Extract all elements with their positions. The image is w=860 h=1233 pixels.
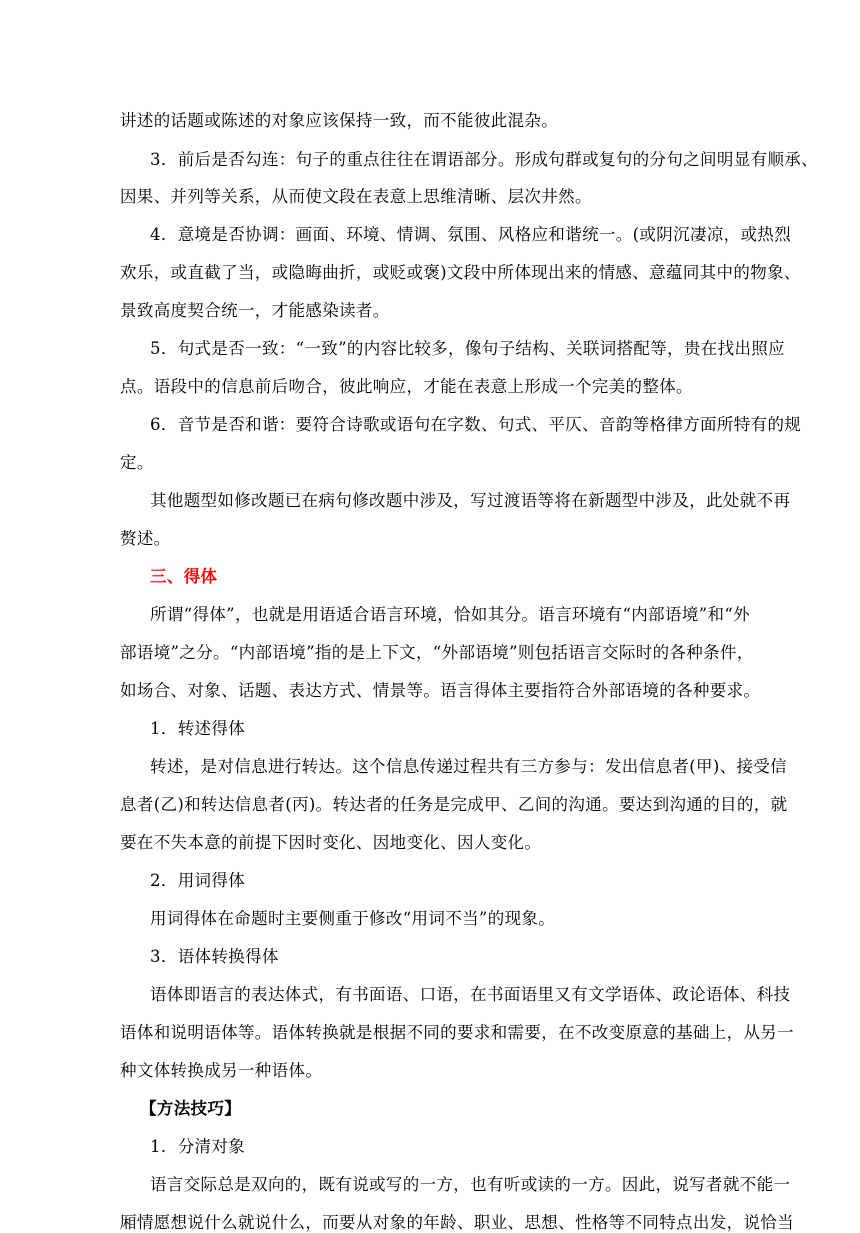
text-line: 用词得体在命题时主要侧重于修改“用词不当”的现象。 [150, 909, 556, 928]
text-line: 5．句式是否一致：“一致”的内容比较多，像句子结构、关联词搭配等，贵在找出照应 [150, 339, 786, 358]
text-line: 语体和说明语体等。语体转换就是根据不同的要求和需要，在不改变原意的基础上，从另一 [120, 1023, 794, 1042]
text-line: 欢乐，或直截了当，或隐晦曲折，或贬或褒)文段中所体现出来的情感、意蕴同其中的物象、 [120, 263, 801, 282]
text-line: 赘述。 [120, 529, 171, 548]
subheading: 2．用词得体 [150, 871, 246, 890]
section-heading: 三、得体 [150, 567, 218, 586]
text-line: 语体即语言的表达体式，有书面语、口语，在书面语里又有文学语体、政论语体、科技 [150, 985, 791, 1004]
text-line: 种文体转换成另一种语体。 [120, 1061, 323, 1080]
section-heading-methods: 【方法技巧】 [140, 1099, 242, 1118]
text-line: 要在不失本意的前提下因时变化、因地变化、因人变化。 [120, 833, 542, 852]
text-line: 转述，是对信息进行转达。这个信息传递过程共有三方参与：发出信息者(甲)、接受信 [150, 757, 788, 776]
text-line: 语言交际总是双向的，既有说或写的一方，也有听或读的一方。因此，说写者就不能一 [150, 1175, 791, 1194]
text-line: 如场合、对象、话题、表达方式、情景等。语言得体主要指符合外部语境的各种要求。 [120, 681, 761, 700]
text-line: 点。语段中的信息前后吻合，彼此响应，才能在表意上形成一个完美的整体。 [120, 377, 693, 396]
text-line: 厢情愿想说什么就说什么，而要从对象的年龄、职业、思想、性格等不同特点出发，说恰当 [120, 1213, 794, 1232]
text-line: 部语境”之分。“内部语境”指的是上下文，“外部语境”则包括语言交际时的各种条件， [120, 643, 754, 662]
text-line: 4．意境是否协调：画面、环境、情调、氛围、风格应和谐统一。(或阴沉凄凉，或热烈 [150, 225, 792, 244]
text-line: 景致高度契合统一，才能感染读者。 [120, 301, 390, 320]
text-line: 讲述的话题或陈述的对象应该保持一致，而不能彼此混杂。 [120, 111, 559, 130]
text-line: 定。 [120, 453, 154, 472]
subheading: 1．分清对象 [150, 1137, 246, 1156]
text-line: 3．前后是否勾连：句子的重点往往在谓语部分。形成句群或复句的分句之间明显有顺承、 [150, 150, 818, 169]
text-line: 其他题型如修改题已在病句修改题中涉及，写过渡语等将在新题型中涉及，此处就不再 [150, 491, 791, 510]
subheading: 3．语体转换得体 [150, 947, 279, 966]
text-line: 因果、并列等关系，从而使文段在表意上思维清晰、层次井然。 [120, 187, 592, 206]
text-line: 6．音节是否和谐：要符合诗歌或语句在字数、句式、平仄、音韵等格律方面所特有的规 [150, 415, 802, 434]
subheading: 1．转述得体 [150, 719, 246, 738]
text-line: 所谓“得体”，也就是用语适合语言环境，恰如其分。语言环境有“内部语境”和“外 [150, 605, 750, 624]
text-line: 息者(乙)和转达信息者(丙)。转达者的任务是完成甲、乙间的沟通。要达到沟通的目的，就 [120, 795, 788, 814]
